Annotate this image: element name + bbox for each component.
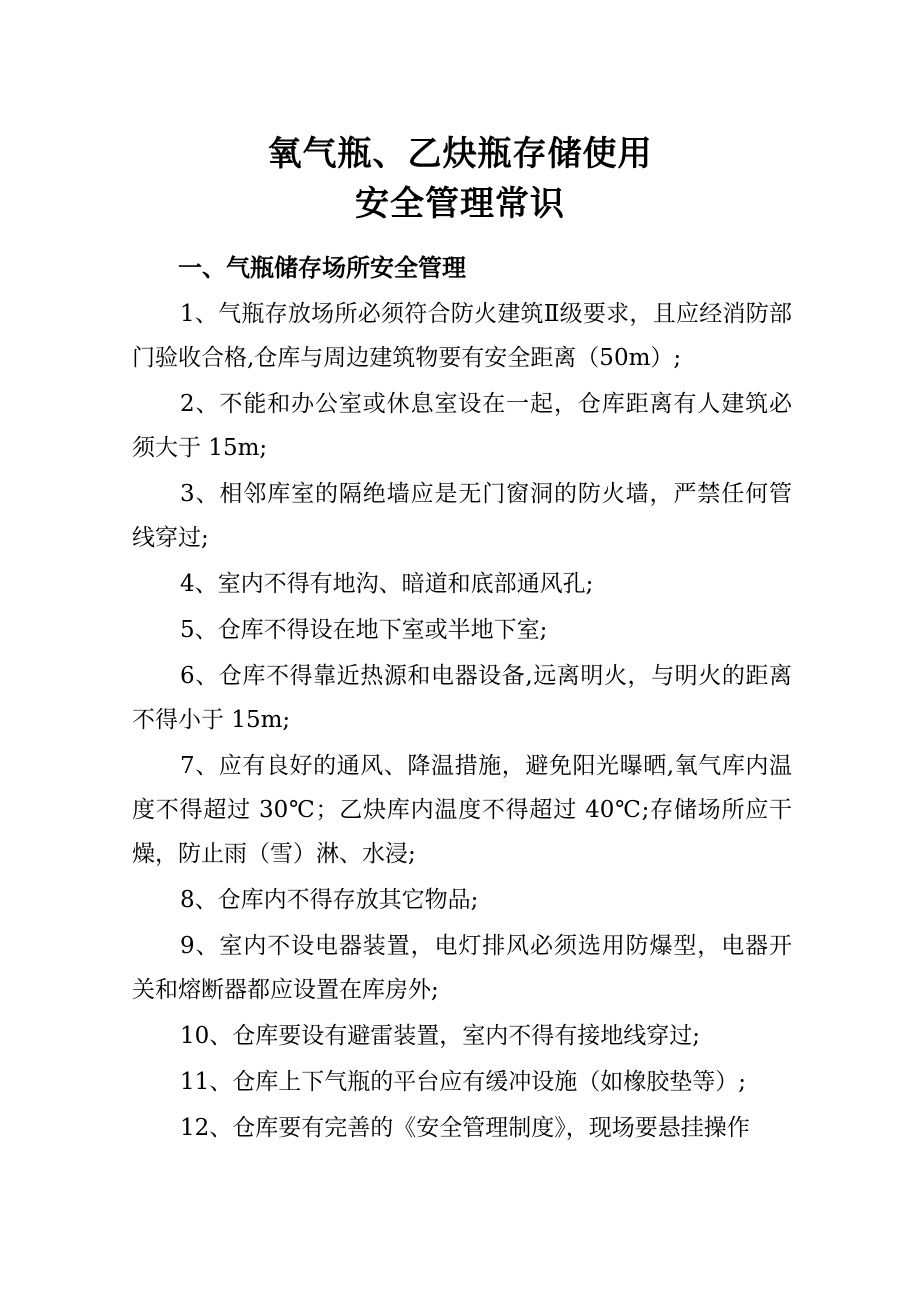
list-item-1: 1、气瓶存放场所必须符合防火建筑Ⅱ级要求，且应经消防部门验收合格,仓库与周边建筑物要有安全距离（50m）; [132, 301, 792, 371]
list-item-12: 12、仓库要有完善的《安全管理制度》，现场要悬挂操作 [180, 1115, 750, 1141]
list-item-10: 10、仓库要设有避雷装置，室内不得有接地线穿过; [180, 1023, 701, 1049]
list-item-6: 6、仓库不得靠近热源和电器设备,远离明火，与明火的距离不得小于 15m; [132, 663, 792, 733]
list-item-3: 3、相邻库室的隔绝墙应是无门窗洞的防火墙，严禁任何管线穿过; [132, 481, 792, 551]
list-item-4: 4、室内不得有地沟、暗道和底部通风孔; [180, 571, 594, 597]
document-body [132, 246, 792, 1152]
list-item-9: 9、室内不设电器装置，电灯排风必须选用防爆型，电器开关和熔断器都应设置在库房外; [132, 933, 792, 1003]
list-item-7: 7、应有良好的通风、降温措施，避免阳光曝晒,氧气库内温度不得超过 30℃；乙炔库内温度不得超过 40℃;存储场所应干燥，防止雨（雪）淋、水浸; [132, 753, 792, 867]
document-title-line-1: 氧气瓶、乙炔瓶存储使用 [267, 134, 653, 174]
document-title-line-2: 安全管理常识 [355, 184, 565, 224]
list-item-11: 11、仓库上下气瓶的平台应有缓冲设施（如橡胶垫等）; [180, 1069, 747, 1095]
section-heading: 一、气瓶储存场所安全管理 [178, 254, 466, 282]
list-item-2: 2、不能和办公室或休息室设在一起，仓库距离有人建筑必须大于 15m; [132, 391, 792, 461]
list-item-8: 8、仓库内不得存放其它物品; [180, 887, 479, 913]
list-item-5: 5、仓库不得设在地下室或半地下室; [180, 617, 548, 643]
